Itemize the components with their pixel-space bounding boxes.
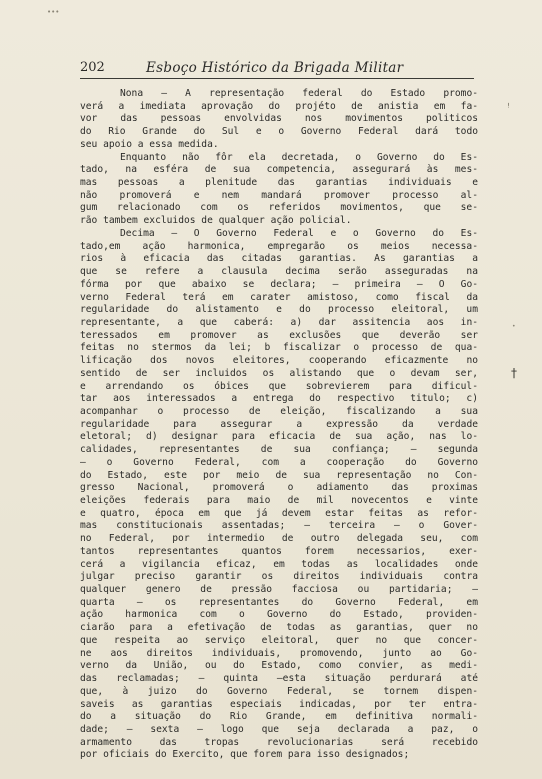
text-line: rão tambem excluidos de qualquer ação policial. xyxy=(80,215,352,227)
text-line: quarta — os representantes do Governo Federal, em xyxy=(80,596,478,608)
text-line: ne aos direitos individuais, promovendo, junto ao Go- xyxy=(80,647,478,659)
text-line: tar aos interessados a entrega do respectivo titulo; c) xyxy=(80,393,478,405)
text-line: rios à eficacia das citadas garantias. As garantias a xyxy=(80,253,478,265)
page-number: 202 xyxy=(80,60,105,75)
text-line: que, à juizo do Governo Federal, se tornem dispen- xyxy=(80,685,478,697)
text-line: ciarão para a efetivação de todas as garantias, quer no xyxy=(80,622,478,634)
text-line: por oficiais do Exercito, que forem para isso designados; xyxy=(80,749,410,761)
text-line: do Rio Grande do Sul e o Governo Federal dará todo xyxy=(80,126,478,138)
text-line: do Estado, este por meio de sua representação no Con- xyxy=(80,469,478,481)
text-line: — o Governo Federal, com a cooperação do Governo xyxy=(80,456,478,468)
text-line: e arrendando os óbices que sobrevierem para dificul- xyxy=(80,380,478,392)
text-line: verá a imediata aprovação do projéto de anistia em fa- xyxy=(80,100,478,112)
text-line: gum relacionado com os referidos movimentos, que se- xyxy=(80,202,478,214)
text-line: Enquanto não fôr ela decretada, o Governo do Es- xyxy=(120,151,478,163)
text-line: sentido de ser incluidos os alistando que o devam ser, xyxy=(80,367,478,379)
text-line: eleições federais para maio de mil novecentos e vinte xyxy=(80,495,478,506)
margin-mark: ꜝ xyxy=(507,101,510,114)
text-line: cerá a vigilancia eficaz, em todas as localidades onde xyxy=(80,558,478,570)
page-header xyxy=(80,58,474,79)
text-line: gresso Nacional, promoverá o adiamento das proximas xyxy=(80,482,478,494)
text-line: representante, a que caberá: a) dar assitencia aos in- xyxy=(80,316,478,328)
text-line: Decima — O Governo Federal e o Governo do Es- xyxy=(120,227,478,239)
text-line: tado,em ação harmonica, empregarão os meios necessa- xyxy=(80,240,478,252)
text-line: seu apoio a essa medida. xyxy=(80,138,219,150)
text-line: eletoral; d) designar para eficacia de sua ação, nas lo- xyxy=(80,431,478,443)
text-line: calidades, representantes de sua confiança; — segunda xyxy=(80,444,478,456)
text-line: ação harmonica com o Governo do Estado, providen- xyxy=(80,609,478,621)
text-line: regularidade do alistamento e do processo eleitoral, um xyxy=(80,304,478,316)
text-line: e quatro, época em que já devem estar feitas as refor- xyxy=(80,507,478,519)
text-line: mas constitucionais assentadas; — terceira — o Gover- xyxy=(80,520,478,532)
text-line: feitas no stermos da lei; b fiscalizar o processo de qua- xyxy=(80,342,478,354)
text-line: que se refere a clausula decima serão asseguradas na xyxy=(80,266,478,278)
text-line: das reclamadas; — quinta —esta situação perdurará até xyxy=(80,673,478,685)
text-line: vor das pessoas envolvidas nos movimentos politicos xyxy=(80,113,478,125)
text-line: acompanhar o processo de eleição, fiscalizando a sua xyxy=(80,405,478,417)
text-line: teressados em promover as exclusões que deverão ser xyxy=(80,329,478,341)
text-line: armamento das tropas revolucionarias será recebido xyxy=(80,736,478,748)
text-line: saveis as garantias especiais indicadas, por ter entra- xyxy=(80,698,478,710)
text-line: verno da União, ou do Estado, como convier, as medi- xyxy=(80,660,478,672)
text-line: não promoverá e nem mandará promover processo al- xyxy=(80,189,478,201)
text-line: tantos representantes quantos forem necessarios, exer- xyxy=(80,545,478,557)
text-line: mas pessoas a plenitude das garantias individuais e xyxy=(80,177,478,189)
margin-mark: † xyxy=(511,366,517,380)
text-line: dade; — sexta — logo que seja declarada a paz, o xyxy=(80,723,478,735)
text-line: verno Federal terá em carater amistoso, como fiscal da xyxy=(80,291,478,303)
body-text xyxy=(80,88,478,762)
text-line: que respeita ao serviço eleitoral, quer no que concer- xyxy=(80,634,478,646)
text-line: do a situação do Rio Grande, em definitiva normali- xyxy=(80,711,478,723)
text-line: qualquer genero de pressão facciosa ou partidaria; — xyxy=(80,584,478,596)
text-line: Nona — A representação federal do Estado promo- xyxy=(120,88,478,99)
text-line: lificação dos novos eleitores, cooperando eficazmente no xyxy=(80,355,478,367)
text-line: regularidade para assegurar a expressão da verdade xyxy=(80,418,478,430)
margin-mark: • xyxy=(512,323,516,330)
text-line: julgar preciso garantir os direitos individuais contra xyxy=(80,571,478,583)
top-margin-mark: ••• xyxy=(47,8,60,16)
text-line: tado, na esféra de sua competencia, assegurará às mes- xyxy=(80,164,478,176)
text-line: fórma por que abaixo se declara; — primeira — O Go- xyxy=(80,278,478,290)
running-title: Esboço Histórico da Brigada Militar xyxy=(146,60,404,76)
text-line: no Federal, por intermedio de outro delegada seu, com xyxy=(80,533,478,545)
